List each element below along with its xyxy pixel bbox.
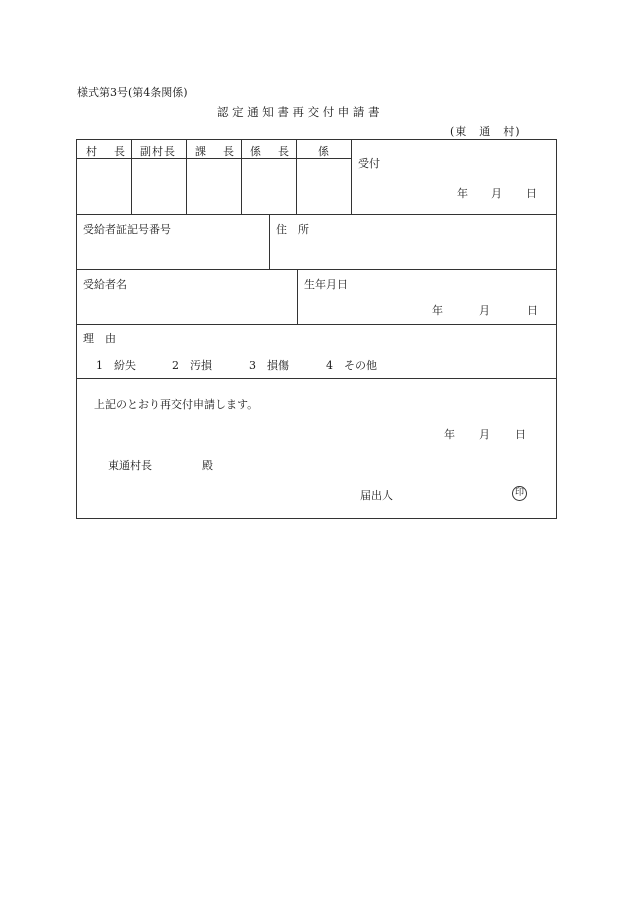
- reception-month: 月: [491, 187, 502, 200]
- approval-col-unit-chief: 係 長: [250, 145, 292, 158]
- declaration-month: 月: [479, 428, 490, 441]
- birth-year: 年: [432, 304, 443, 317]
- village-name: (東 通 村): [450, 125, 521, 138]
- address-label: 住 所: [276, 223, 309, 236]
- approval-col-staff: 係: [318, 145, 329, 158]
- declaration-statement: 上記のとおり再交付申請します。: [94, 398, 259, 411]
- addressee-honorific: 殿: [202, 459, 213, 472]
- reason-option-soiled: 2 汚損: [172, 359, 212, 372]
- reason-option-lost: 1 紛失: [96, 359, 136, 372]
- section-divider: [76, 378, 557, 379]
- birth-day: 日: [527, 304, 538, 317]
- approval-col-divider: [296, 139, 297, 214]
- section-divider: [76, 214, 557, 215]
- section-divider: [76, 269, 557, 270]
- section-divider: [76, 324, 557, 325]
- declaration-year: 年: [444, 428, 455, 441]
- reception-year: 年: [457, 187, 468, 200]
- reception-label: 受付: [358, 157, 380, 170]
- seal-mark: 印: [512, 486, 527, 501]
- form-number-label: 様式第3号(第4条関係): [77, 86, 188, 99]
- approval-col-divider: [241, 139, 242, 214]
- document-title: 認定通知書再交付申請書: [217, 105, 384, 119]
- cert-number-label: 受給者証記号番号: [83, 223, 171, 236]
- recipient-name-label: 受給者名: [83, 278, 127, 291]
- applicant-label: 届出人: [360, 489, 393, 502]
- approval-col-section-chief: 課 長: [195, 145, 237, 158]
- declaration-day: 日: [515, 428, 526, 441]
- cert-address-divider: [269, 214, 270, 269]
- approval-col-deputy-head: 副村長: [140, 145, 176, 158]
- reception-divider: [351, 139, 352, 214]
- name-birthdate-divider: [297, 269, 298, 324]
- approval-col-village-head: 村 長: [86, 145, 128, 158]
- reason-option-other: 4 その他: [326, 359, 377, 372]
- addressee: 東通村長: [108, 459, 152, 472]
- approval-col-divider: [131, 139, 132, 214]
- reception-day: 日: [526, 187, 537, 200]
- reason-option-damaged: 3 損傷: [249, 359, 289, 372]
- birth-month: 月: [479, 304, 490, 317]
- approval-col-divider: [186, 139, 187, 214]
- birthdate-label: 生年月日: [304, 278, 348, 291]
- reason-label: 理 由: [83, 332, 116, 345]
